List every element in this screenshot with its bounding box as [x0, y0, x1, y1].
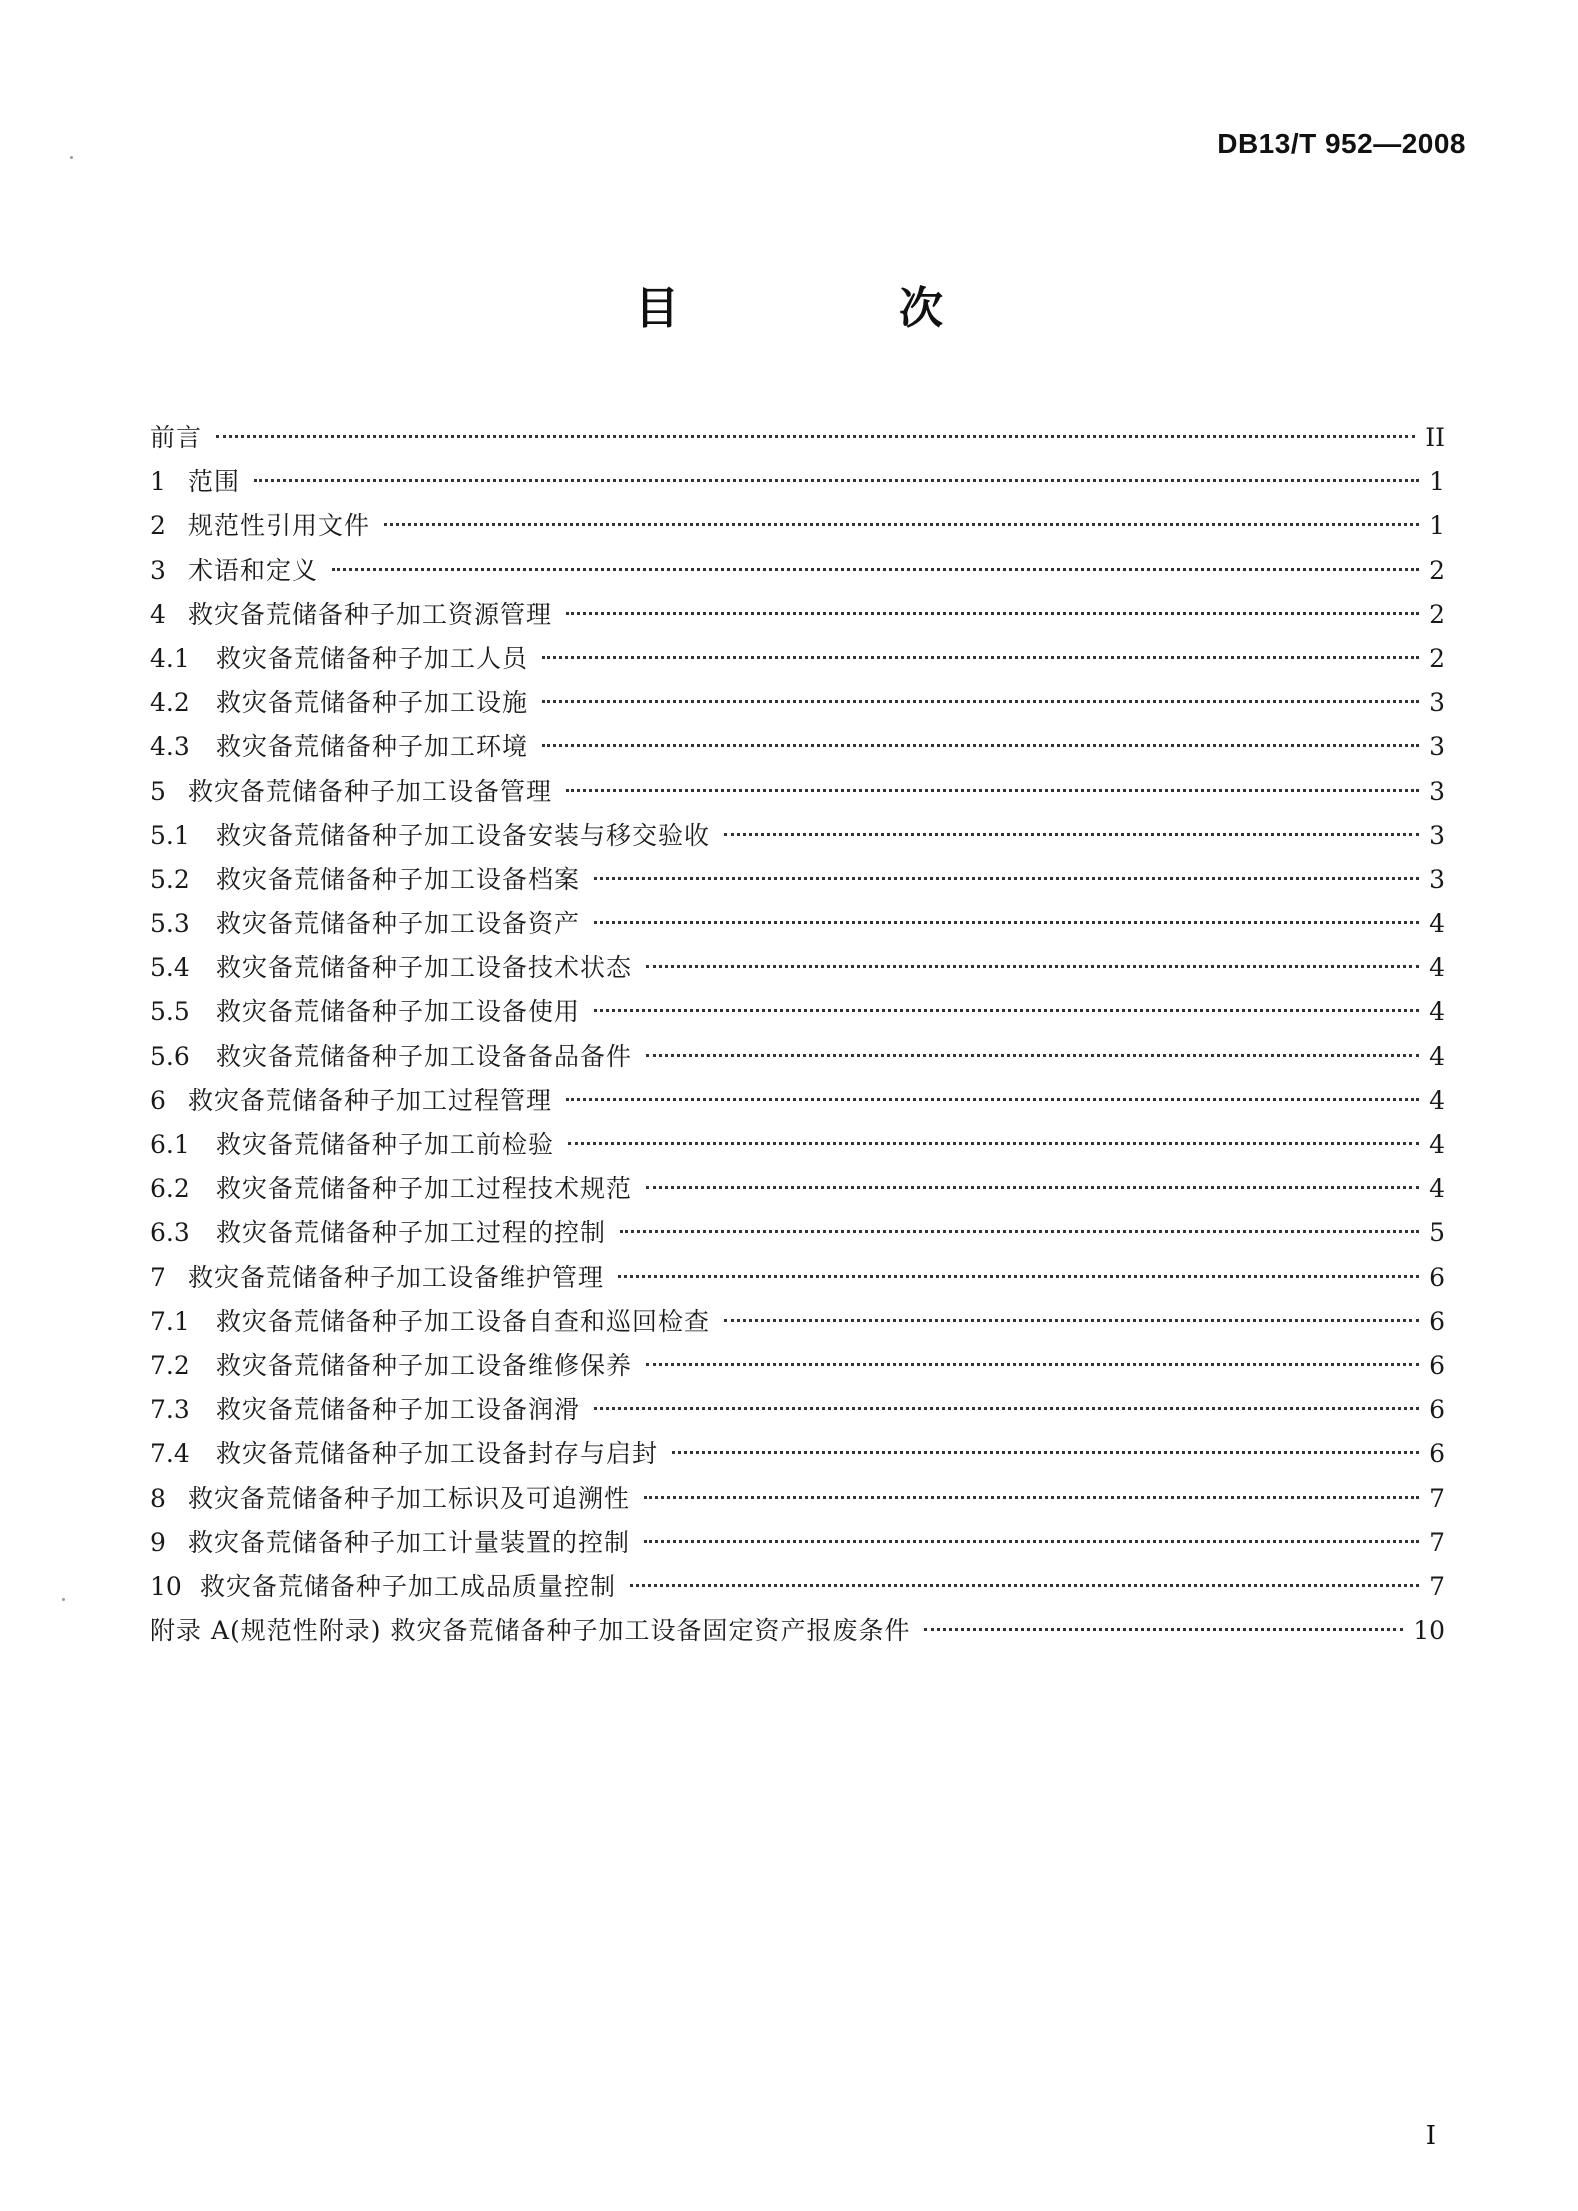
dot-leader — [644, 1540, 1419, 1543]
toc-entry-title: 前言 — [150, 423, 203, 452]
toc-entry-title: 救灾备荒储备种子加工前检验 — [216, 1130, 555, 1159]
toc-entry[interactable] — [150, 990, 1445, 1034]
toc-entry-page: 4 — [1429, 997, 1445, 1027]
dot-leader — [594, 1407, 1419, 1410]
toc-entry-title: 救灾备荒储备种子加工设备管理 — [188, 776, 553, 806]
dot-leader — [646, 1186, 1419, 1189]
toc-entry-page: 3 — [1429, 820, 1445, 850]
dot-leader — [254, 479, 1419, 482]
dot-leader — [594, 921, 1419, 924]
toc-entry[interactable] — [150, 637, 1445, 681]
toc-entry-number: 6.3 — [150, 1218, 190, 1248]
dot-leader — [594, 877, 1419, 880]
toc-entry[interactable] — [150, 770, 1445, 814]
toc-entry-number: 5.1 — [150, 820, 190, 850]
toc-entry[interactable] — [150, 681, 1445, 725]
toc-entry-title: 术语和定义 — [188, 555, 319, 585]
toc-entry-number: 6.1 — [150, 1130, 190, 1159]
dot-leader — [542, 656, 1419, 659]
toc-entry-number: 6.2 — [150, 1174, 190, 1204]
toc-entry[interactable] — [150, 902, 1445, 946]
scan-speck — [62, 1598, 65, 1601]
toc-entry[interactable] — [150, 1256, 1445, 1300]
dot-leader — [646, 1363, 1419, 1366]
toc-entry-number: 5.6 — [150, 1041, 190, 1071]
toc-entry[interactable] — [150, 1123, 1445, 1167]
dot-leader — [566, 1098, 1419, 1101]
toc-entry-number: 5.5 — [150, 997, 190, 1027]
toc-entry-number: 4 — [150, 599, 166, 629]
toc-entry-page: 3 — [1429, 732, 1445, 762]
dot-leader — [542, 700, 1419, 703]
toc-entry[interactable] — [150, 1609, 1445, 1653]
toc-entry-page: 4 — [1429, 1174, 1445, 1204]
toc-entry[interactable] — [150, 1477, 1445, 1521]
toc-entry-number: 7.2 — [150, 1350, 190, 1380]
toc-entry-page: 3 — [1429, 864, 1445, 894]
toc-entry-title: 救灾备荒储备种子加工设备使用 — [216, 997, 581, 1027]
toc-entry-page: 4 — [1429, 1085, 1445, 1115]
toc-entry-number: 5.2 — [150, 864, 190, 894]
toc-entry[interactable] — [150, 1079, 1445, 1123]
toc-entry-number: 7.3 — [150, 1395, 190, 1425]
dot-leader — [924, 1628, 1403, 1631]
toc-entry-page: 4 — [1429, 1041, 1445, 1071]
toc-entry-number: 4.1 — [150, 643, 190, 673]
toc-entry-page: 4 — [1429, 953, 1445, 983]
table-of-contents — [150, 416, 1445, 1653]
toc-entry[interactable] — [150, 725, 1445, 769]
toc-entry-number: 7 — [150, 1262, 166, 1292]
toc-entry-title: 救灾备荒储备种子加工过程技术规范 — [216, 1174, 633, 1204]
toc-entry-number: 5 — [150, 776, 166, 806]
toc-entry-page: 2 — [1429, 555, 1445, 585]
toc-entry-title: 救灾备荒储备种子加工设备备品备件 — [216, 1041, 633, 1071]
toc-entry-number: 5.4 — [150, 953, 190, 983]
toc-entry[interactable] — [150, 1521, 1445, 1565]
toc-entry-page: 1 — [1429, 511, 1445, 541]
toc-entry-number: 4.3 — [150, 732, 190, 762]
toc-entry[interactable] — [150, 1565, 1445, 1609]
dot-leader — [594, 1009, 1419, 1012]
toc-entry[interactable] — [150, 1211, 1445, 1255]
toc-entry-number: 3 — [150, 555, 166, 585]
toc-entry-title: 范围 — [188, 467, 241, 497]
toc-entry-title: 救灾备荒储备种子加工设备维修保养 — [216, 1350, 633, 1380]
dot-leader — [542, 744, 1419, 747]
toc-entry-page: 4 — [1429, 909, 1445, 939]
toc-entry-number: 4.2 — [150, 688, 190, 718]
page-number: I — [1425, 2121, 1436, 2151]
toc-entry-page: 10 — [1413, 1616, 1445, 1646]
toc-entry-number: 10 — [150, 1571, 182, 1601]
toc-entry-title: 救灾备荒储备种子加工设备资产 — [216, 909, 581, 939]
toc-title: 目 次 — [635, 283, 1031, 334]
toc-entry[interactable] — [150, 858, 1445, 902]
toc-entry[interactable] — [150, 504, 1445, 548]
toc-entry-title: 救灾备荒储备种子加工成品质量控制 — [200, 1571, 617, 1601]
document-code: DB13/T 952—2008 — [1217, 128, 1466, 159]
toc-entry-title: 救灾备荒储备种子加工环境 — [216, 732, 529, 762]
toc-entry-title: 救灾备荒储备种子加工设备技术状态 — [216, 953, 633, 983]
toc-entry-number: 7.4 — [150, 1439, 190, 1469]
toc-entry[interactable] — [150, 946, 1445, 990]
toc-entry-page: 3 — [1429, 688, 1445, 718]
toc-entry-page: 2 — [1429, 599, 1445, 629]
toc-entry-title: 救灾备荒储备种子加工设备档案 — [216, 864, 581, 894]
toc-entry[interactable] — [150, 460, 1445, 504]
dot-leader — [566, 612, 1419, 615]
toc-entry[interactable] — [150, 814, 1445, 858]
dot-leader — [332, 568, 1419, 571]
toc-entry-title: 救灾备荒储备种子加工设备维护管理 — [188, 1262, 605, 1292]
toc-entry[interactable] — [150, 593, 1445, 637]
toc-entry[interactable] — [150, 1300, 1445, 1344]
toc-entry[interactable] — [150, 416, 1445, 460]
toc-entry[interactable] — [150, 1344, 1445, 1388]
toc-entry-number: 8 — [150, 1483, 166, 1513]
toc-entry-number: 5.3 — [150, 909, 190, 939]
toc-entry-page: 6 — [1429, 1439, 1445, 1469]
dot-leader — [672, 1451, 1419, 1454]
toc-entry-title: 救灾备荒储备种子加工人员 — [216, 643, 529, 673]
toc-entry-page: 7 — [1429, 1483, 1445, 1513]
toc-entry-title: 救灾备荒储备种子加工过程管理 — [188, 1085, 553, 1115]
toc-entry-number: 9 — [150, 1527, 166, 1557]
dot-leader — [620, 1230, 1419, 1233]
toc-entry-title: 救灾备荒储备种子加工过程的控制 — [216, 1218, 607, 1248]
toc-entry-title: 救灾备荒储备种子加工设施 — [216, 688, 529, 718]
dot-leader — [646, 1054, 1419, 1057]
toc-entry-title: 救灾备荒储备种子加工资源管理 — [188, 599, 553, 629]
toc-entry-page: 6 — [1429, 1306, 1445, 1336]
toc-entry[interactable] — [150, 1432, 1445, 1476]
dot-leader — [646, 965, 1419, 968]
scan-speck — [70, 156, 73, 159]
dot-leader — [644, 1496, 1419, 1499]
toc-entry-number: 6 — [150, 1085, 166, 1115]
toc-entry-page: 7 — [1429, 1571, 1445, 1601]
toc-entry-title: 救灾备荒储备种子加工设备安装与移交验收 — [216, 820, 711, 850]
dot-leader — [618, 1275, 1419, 1278]
dot-leader — [216, 435, 1415, 438]
dot-leader — [630, 1584, 1419, 1587]
dot-leader — [568, 1142, 1419, 1145]
toc-entry-title: 救灾备荒储备种子加工标识及可追溯性 — [188, 1483, 631, 1513]
toc-entry-page: 2 — [1429, 643, 1445, 673]
toc-entry-page: 6 — [1429, 1395, 1445, 1425]
toc-entry-title: 救灾备荒储备种子加工设备自查和巡回检查 — [216, 1306, 711, 1336]
toc-entry-page: 7 — [1429, 1527, 1445, 1557]
dot-leader — [724, 833, 1419, 836]
toc-entry-title: 救灾备荒储备种子加工计量装置的控制 — [188, 1527, 631, 1557]
toc-entry-title: 规范性引用文件 — [188, 511, 371, 541]
toc-entry[interactable] — [150, 1167, 1445, 1211]
toc-entry-title: 救灾备荒储备种子加工设备封存与启封 — [216, 1439, 659, 1469]
toc-entry-page: 6 — [1429, 1262, 1445, 1292]
dot-leader — [724, 1319, 1419, 1322]
toc-entry[interactable] — [150, 1388, 1445, 1432]
toc-entry-number: 2 — [150, 511, 166, 541]
dot-leader — [566, 789, 1419, 792]
toc-entry-page: II — [1425, 423, 1445, 452]
toc-entry-page: 6 — [1429, 1350, 1445, 1380]
toc-entry-title: 救灾备荒储备种子加工设备润滑 — [216, 1395, 581, 1425]
dot-leader — [384, 523, 1419, 526]
toc-entry-page: 4 — [1429, 1130, 1445, 1159]
toc-entry-number: 1 — [150, 467, 166, 497]
toc-entry-page: 5 — [1429, 1218, 1445, 1248]
toc-entry-number: 7.1 — [150, 1306, 190, 1336]
toc-entry-page: 3 — [1429, 776, 1445, 806]
toc-entry[interactable] — [150, 1035, 1445, 1079]
toc-entry[interactable] — [150, 549, 1445, 593]
toc-entry-page: 1 — [1429, 467, 1445, 497]
toc-entry-title: 附录 A(规范性附录) 救灾备荒储备种子加工设备固定资产报废条件 — [150, 1616, 911, 1646]
